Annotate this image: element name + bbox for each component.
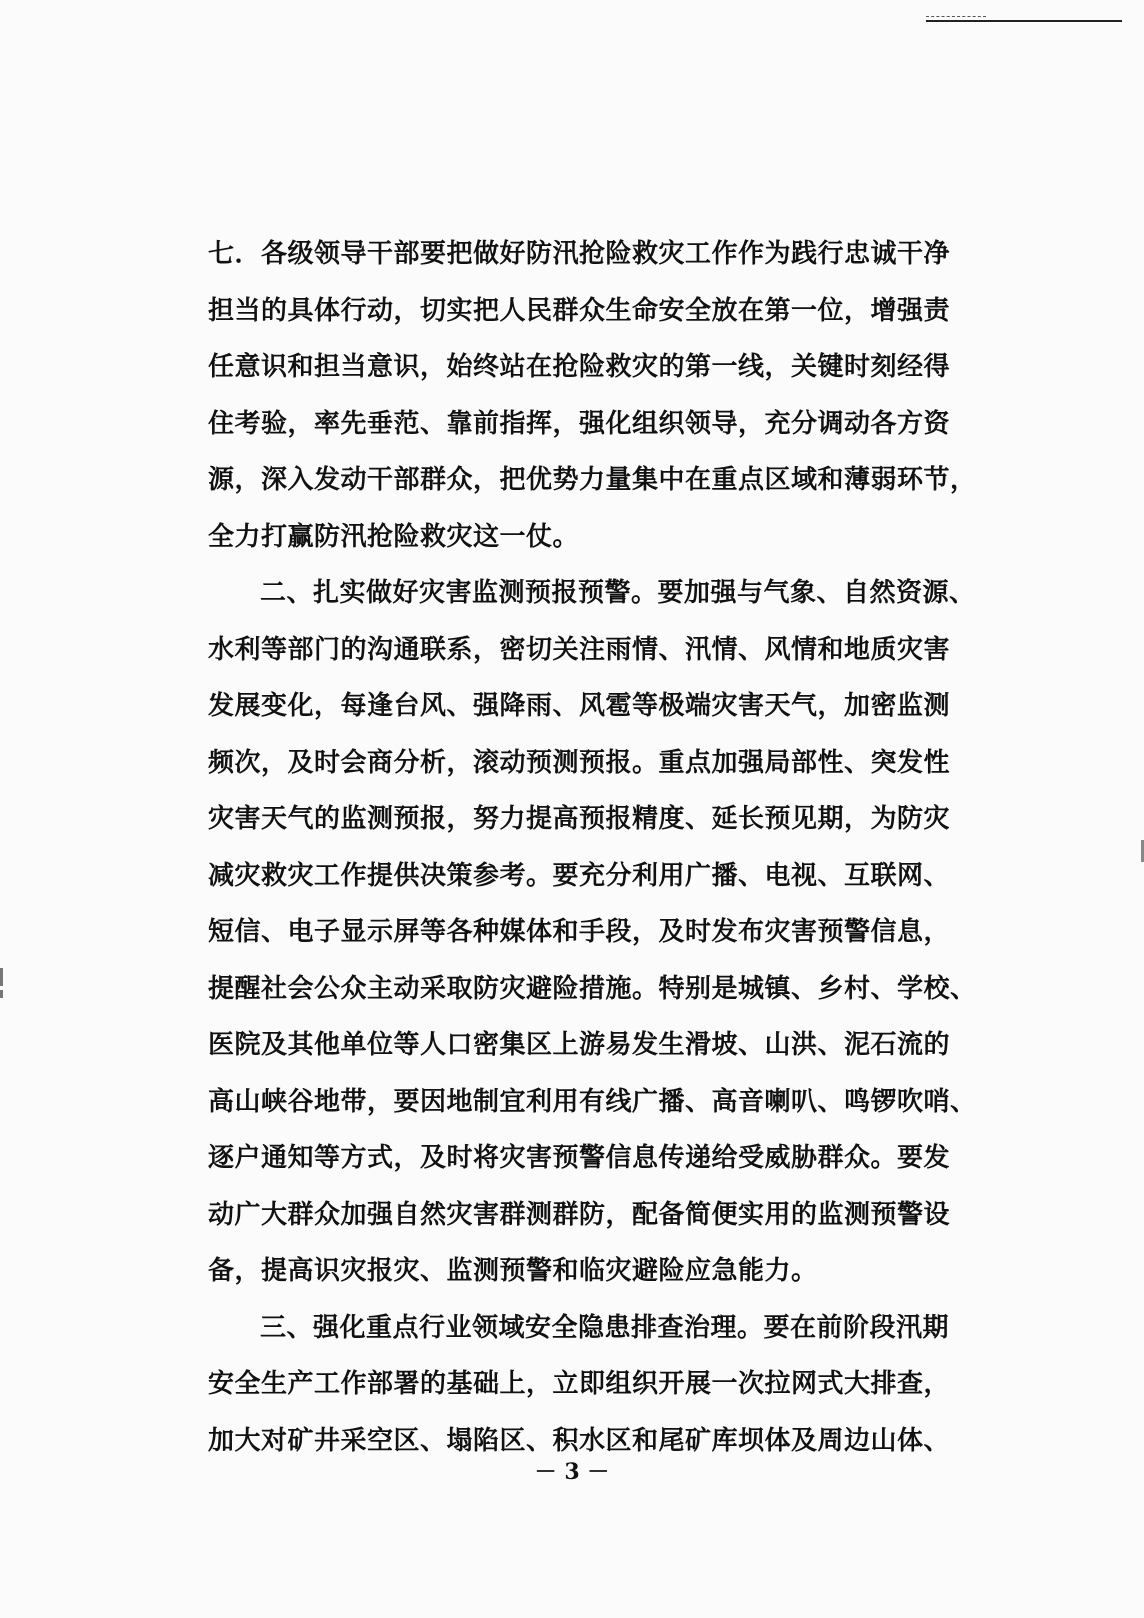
page-number: － 3 －: [534, 1459, 610, 1485]
text-line: 提醒社会公众主动采取防灾避险措施。特别是城镇、乡村、学校、: [208, 973, 977, 1004]
text-line: 减灾救灾工作提供决策参考。要充分利用广播、电视、互联网、: [208, 860, 951, 891]
text-line: 动广大群众加强自然灾害群测群防，配备简便实用的监测预警设: [208, 1199, 951, 1230]
scan-edge-mark: [0, 990, 3, 998]
text-line: 担当的具体行动，切实把人民群众生命安全放在第一位，增强责: [208, 295, 951, 326]
text-line: 频次，及时会商分析，滚动预测预报。重点加强局部性、突发性: [208, 747, 951, 778]
text-line: 加大对矿井采空区、塌陷区、积水区和尾矿库坝体及周边山体、: [208, 1425, 951, 1456]
text-line: 备，提高识灾报灾、监测预警和临灾避险应急能力。: [208, 1256, 818, 1286]
text-line: 高山峡谷地带，要因地制宜利用有线广播、高音喇叭、鸣锣吹哨、: [208, 1086, 977, 1117]
text-line: 七．各级领导干部要把做好防汛抢险救灾工作作为践行忠诚干净: [208, 239, 951, 269]
scan-header-rule: [926, 20, 1122, 22]
document-body: [208, 226, 988, 1469]
text-line: 源，深入发动干部群众，把优势力量集中在重点区域和薄弱环节，: [208, 465, 977, 495]
text-line: 灾害天气的监测预报，努力提高预报精度、延长预见期，为防灾: [208, 804, 951, 834]
text-line: 发展变化，每逢台风、强降雨、风雹等极端灾害天气，加密监测: [208, 691, 951, 721]
text-line: 安全生产工作部署的基础上，立即组织开展一次拉网式大排查，: [208, 1369, 951, 1399]
section-heading-line: 二、扎实做好灾害监测预报预警。要加强与气象、自然资源、: [260, 578, 976, 608]
scan-edge-mark: [0, 968, 3, 986]
scan-header-dashes: [926, 16, 986, 17]
section-heading-line: 三、强化重点行业领域安全隐患排查治理。要在前阶段汛期: [260, 1312, 950, 1343]
text-line: 住考验，率先垂范、靠前指挥，强化组织领导，充分调动各方资: [208, 408, 951, 439]
text-line: 短信、电子显示屏等各种媒体和手段，及时发布灾害预警信息，: [208, 917, 951, 947]
text-line: 医院及其他单位等人口密集区上游易发生滑坡、山洪、泥石流的: [208, 1030, 951, 1060]
text-line: 逐户通知等方式，及时将灾害预警信息传递给受威胁群众。要发: [208, 1143, 951, 1173]
text-line: 水利等部门的沟通联系，密切关注雨情、汛情、风情和地质灾害: [208, 634, 951, 665]
text-line: 全力打赢防汛抢险救灾这一仗。: [208, 521, 580, 552]
text-line: 任意识和担当意识，始终站在抢险救灾的第一线，关键时刻经得: [208, 352, 951, 382]
